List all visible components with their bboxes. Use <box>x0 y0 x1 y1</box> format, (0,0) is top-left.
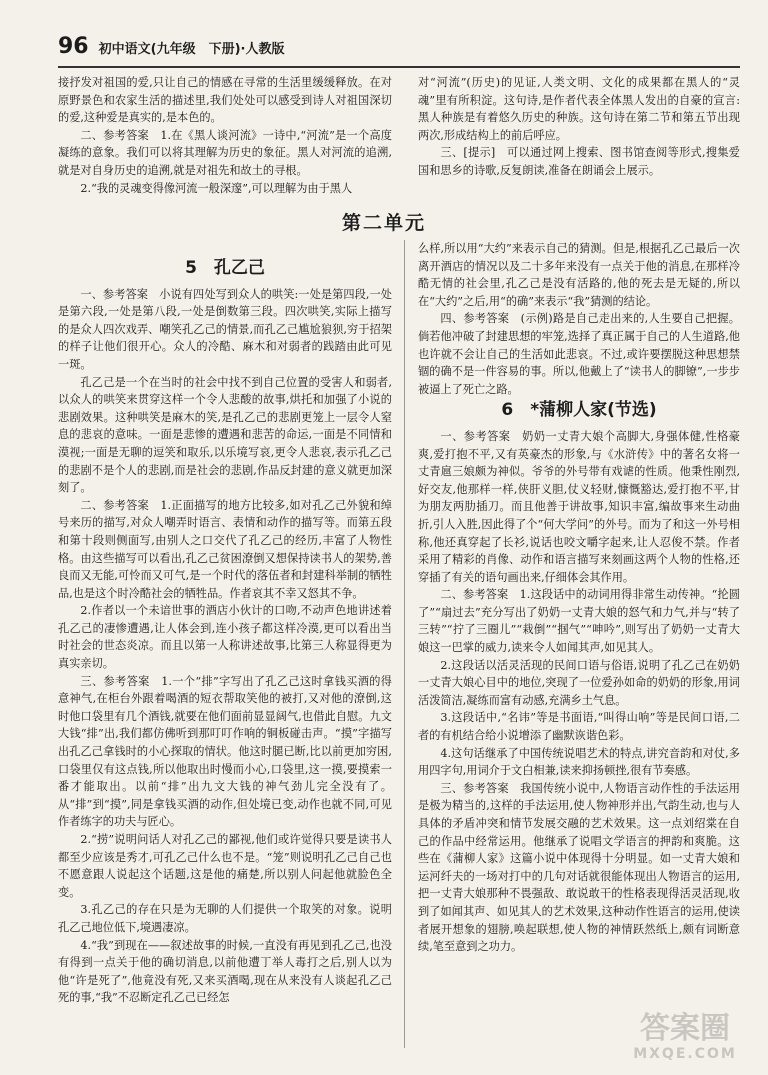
paragraph: 一、参考答案 小说有四处写到众人的哄笑:一处是第四段,一处是第六段,一处是第八段,一处是倒数第三段。四次哄笑,实际上描写的是众人四次戏弄、嘲笑孔乙己的情景,而孔乙己尴尬狼狈,穷于招架的样子让他们很开心。众人的冷酷、麻木和对弱者的践踏由此可见一斑。 <box>58 287 392 371</box>
paragraph: 三、参考答案 1.一个“排”字写出了孔乙己这时拿钱买酒的得意神气,在柜台外跟着喝酒的短衣帮取笑他的被打,又对他的潦倒,这时他口袋里有几个酒钱,就要在他们面前显显阔气,也借此自慰。九文大钱“排”出,我们都仿佛听到那叮叮作响的铜板碰击声。“摸”字描写出孔乙己拿钱时的小心探取的情状。他这时腿已断,比以前更加穷困,口袋里仅有这点钱,所以他取出时慢而小心,口袋里,这一摸,要摸索一番才能取出。以前“排”出九文大钱的神气劲儿完全没有了。从“排”到“摸”,同是拿钱买酒的动作,但处境已变,动作也就不同,可见作者练字的功夫与匠心。 <box>58 674 392 829</box>
paragraph: 接抒发对祖国的爱,只让自己的情感在寻常的生活里缓缓释放。在对原野景色和农家生活的描述里,我们处处可以感受到诗人对祖国深切的爱,这种爱是真实的,是本色的。 <box>58 76 392 125</box>
paragraph: 二、参考答案 1.在《黑人谈河流》一诗中,“河流”是一个高度凝练的意象。我们可以将其理解为历史的象征。黑人对河流的追溯,就是对自身历史的追溯,就是对祖先和故土的寻根。 <box>58 128 392 177</box>
unit-title: 第二单元 <box>341 212 426 234</box>
paragraph: 2.“捞”说明问话人对孔乙己的鄙视,他们或许觉得只要是读书人都至少应该是秀才,可孔乙己什么也不是。“笼”则说明孔乙己自己也不愿意跟人说起这个话题,这是他的痛楚,所以别人问起他就脸色全变。 <box>58 833 392 899</box>
paragraph: 3.这段话中,“名讳”等是书面语,“叫得山响”等是民间口语,二者的有机结合给小说增添了幽默诙谐色彩。 <box>418 711 740 743</box>
paragraph: 3.孔乙己的存在只是为无聊的人们提供一个取笑的对象。说明孔乙己地位低下,境遇凄凉。 <box>58 903 392 934</box>
paragraph: 三、参考答案 我国传统小说中,人物语言动作性的手法运用是极为精当的,这样的手法运用,使人物神形并出,气韵生动,也与人具体的矛盾冲突和情节发展交融的艺术效果。这一点刘绍棠在自己的作品中经常运用。他继承了说唱文学语言的押韵和爽脆。这些在《蒲柳人家》这篇小说中体现得十分明显。如一丈青大娘和运河纤夫的一场对打中的几句对话就很能体现出人物语言的运用,把一丈青大娘那种不畏强敌、敢说敢干的性格表现得活灵活现,收到了如闻其声、如见其人的艺术效果,这种动作性语言的运用,使读者展开想象的翅膀,唤起联想,使人物的神情跃然纸上,颇有词断意续,笔至意到之功力。 <box>418 781 740 954</box>
lesson-title: 5 孔乙己 <box>185 258 265 278</box>
page-number: 96 <box>58 34 89 59</box>
paragraph: 二、参考答案 1.正面描写的地方比较多,如对孔乙己外貌和绰号来历的描写,对众人嘲弄时语言、表情和动作的描写等。而第五段和第十段则侧面写,由别人之口交代了孔乙己的经历,丰富了人物性格。由这些描写可以看出,孔乙己贫困潦倒又想保持读书人的架势,善良而又无能,可怜而又可气,是一个时代的落伍者和封建科举制的牺牲品,也是这个时冷酷社会的牺牲品。作者哀其不幸又怒其不争。 <box>58 498 392 600</box>
watermark-logo-text: 答案圈 <box>640 1011 730 1046</box>
lesson-title: 6 *蒲柳人家(节选) <box>501 400 657 421</box>
paragraph: 4.这句话继承了中国传统说唱艺术的特点,讲究音韵和对仗,多用四字句,用词介于文白相兼,读来抑扬顿挫,很有节奏感。 <box>418 746 740 778</box>
right-column <box>418 240 740 956</box>
top-left-column <box>58 74 392 197</box>
page-header <box>58 34 738 64</box>
paragraph: 2.这段话以活灵活现的民间口语与俗语,说明了孔乙己在奶奶一丈青大娘心目中的地位,突现了一位爱孙如命的奶奶的形象,用词活泼简洁,凝练而富有动感,充满乡土气息。 <box>418 658 740 707</box>
column-divider <box>404 240 405 1048</box>
watermark-url: MXQE.COM <box>633 1046 737 1062</box>
site-watermark <box>610 1012 760 1070</box>
top-right-column <box>418 74 740 180</box>
paragraph: 二、参考答案 1.这段话中的动词用得非常生动传神。“抡圆了”“扇过去”充分写出了奶奶一丈青大娘的怒气和力气,并与“转了三转”“拧了三圈儿”“栽倒”“掴气”“呻吟”,则写出了奶奶一丈青大娘这一巴掌的威力,读来令人如闻其声,如见其人。 <box>418 588 740 655</box>
header-divider <box>58 66 740 68</box>
paragraph: 孔乙己是一个在当时的社会中找不到自己位置的受害人和弱者,以众人的哄笑来贯穿这样一个令人悲酸的故事,烘托和加强了小说的悲剧效果。这种哄笑是麻木的笑,是孔乙己的悲剧更笼上一层令人窒息的悲哀的意味。一面是悲惨的遭遇和悲苦的命运,一面是不同情和漠视;一面是无聊的逗笑和取乐,以乐境写哀,更令人悲哀,表示孔乙己的悲剧不是个人的悲剧,而是社会的悲剧,作品反封建的意义就更加深刻了。 <box>58 375 392 495</box>
paragraph: 一、参考答案 奶奶一丈青大娘个高脚大,身强体健,性格豪爽,爱打抱不平,又有英豪杰的形象,与《水浒传》中的著名女将一丈青扈三娘颇为神似。爷爷的外号带有戏谑的性质。他秉性刚烈,好交友,他那样一样,侠肝义胆,仗义轻财,慷慨豁达,爱打抱不平,甘为朋友两肋插刀。而且他善于讲故事,知识丰富,编故事来生动曲折,引人入胜,因此得了个“何大学问”的外号。而为了和这一外号相称,他还真穿起了长衫,说话也咬文嚼字起来,让人忍俊不禁。作者采用了精彩的肖像、动作和语言描写来刻画这两个人物的性格,还穿插了有关的语句画出来,仔细体会其作用。 <box>418 429 740 584</box>
paragraph: 4.“我”到现在——叙述故事的时候,一直没有再见到孔乙己,也没有得到一点关于他的确切消息,以前他遭丁举人毒打之后,别人以为他“许是死了”,他竟没有死,又来买酒喝,现在从来没有人谈起孔乙己死的事,“我”不忍断定孔乙己已经怎 <box>58 938 392 1005</box>
paragraph: 2.“我的灵魂变得像河流一般深邃”,可以理解为由于黑人 <box>80 181 353 195</box>
paragraph: 四、参考答案 (示例)路是自己走出来的,人生要自己把握。倘若他冲破了封建思想的牢笼,选择了真正属于自己的人生道路,他也许就不会让自己的生活如此悲哀。不过,或许要摆脱这种思想禁锢的确不是一件容易的事。所以,他戴上了“读书人的脚镣”,一步步被逼上了死亡之路。 <box>418 312 740 396</box>
paragraph: 么样,所以用“大约”来表示自己的猜测。但是,根据孔乙己最后一次离开酒店的情况以及二十多年来没有一点关于他的消息,在那样冷酷无情的社会里,孔乙己是没有活路的,他的死去是无疑的,所以在“大约”之后,用“的确”来表示“我”猜测的结论。 <box>418 242 740 308</box>
paragraph: 对“河流”(历史)的见证,人类文明、文化的成果都在黑人的“灵魂”里有所积淀。这句诗,是作者代表全体黑人发出的自豪的宣言:黑人种族是有着悠久历史的种族。这句诗在第二节和第五节出现两次,形成结构上的前后呼应。 <box>418 76 740 142</box>
lesson-5-column <box>58 256 392 1007</box>
paragraph: 2.作者以一个未谙世事的酒店小伙计的口吻,不动声色地讲述着孔乙己的凄惨遭遇,让人体会到,连小孩子都这样冷漠,更可以看出当时社会的世态炎凉。而且以第一人称讲述故事,比第三人称显得更为真实亲切。 <box>58 604 392 671</box>
paragraph: 三、[提示] 可以通过网上搜索、图书馆查阅等形式,搜集爱国和思乡的诗歌,反复朗读,准备在朗诵会上展示。 <box>418 146 740 177</box>
book-title: 初中语文(九年级 下册)·人教版 <box>98 42 285 57</box>
